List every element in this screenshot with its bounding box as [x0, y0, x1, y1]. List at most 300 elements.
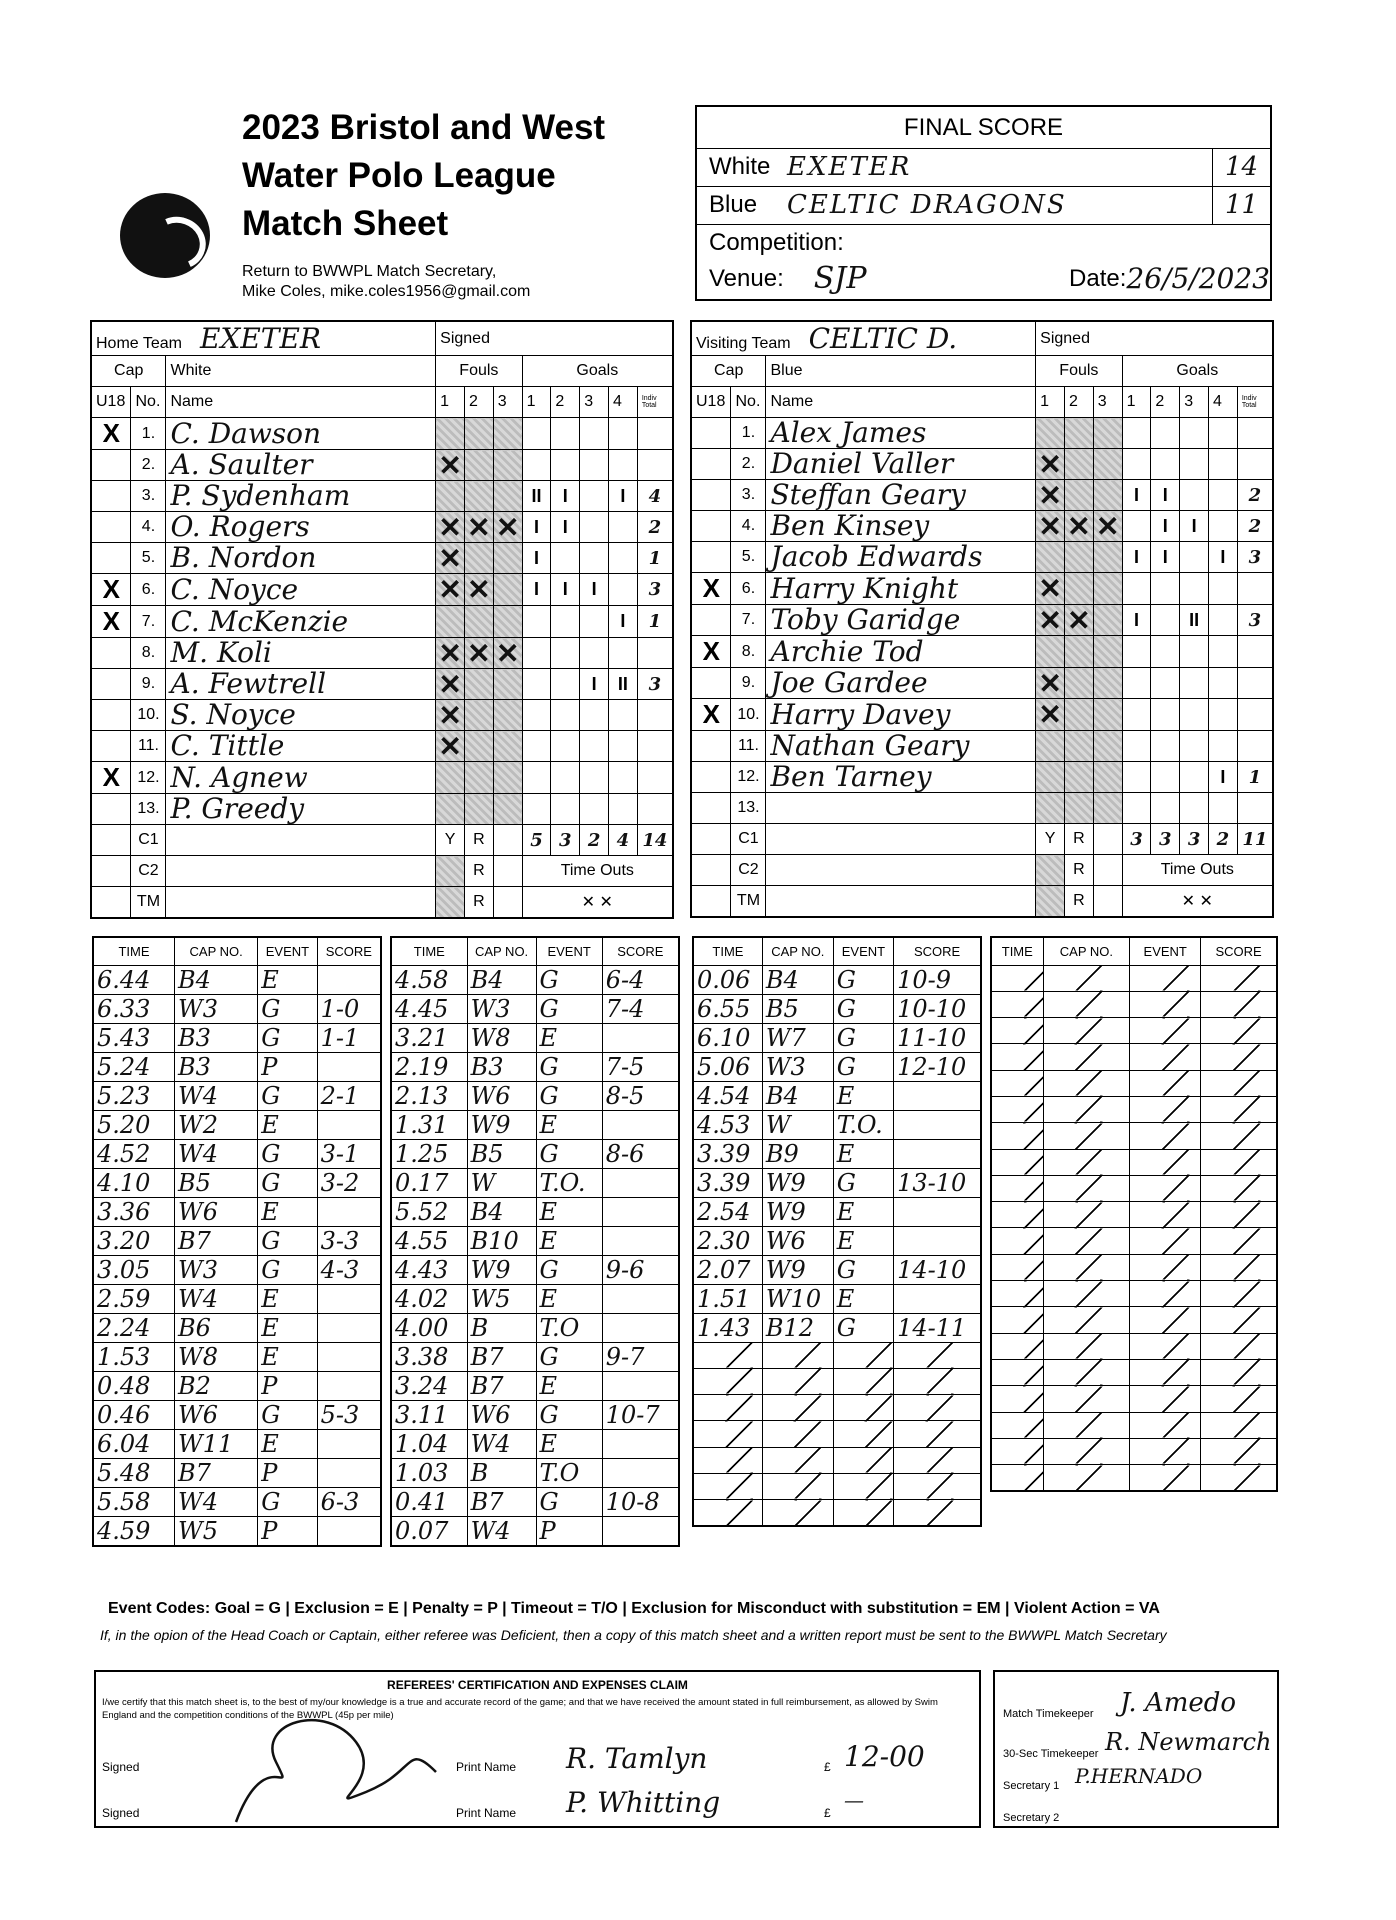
event-codes-legend: Event Codes: Goal = G | Exclusion = E | Penalty = P | Timeout = T/O | Exclusion for Misconduct with substitution = EM | Violent Action = VA: [108, 1600, 1160, 1617]
f3-header: 3: [1093, 387, 1122, 418]
u18-mark: [91, 731, 131, 762]
official-name: [766, 855, 1036, 886]
u18-mark: X: [691, 573, 731, 605]
event-row: [991, 1465, 1277, 1491]
event-c: [1043, 1123, 1130, 1149]
event-e: G: [258, 1081, 317, 1110]
event-row: [693, 965, 981, 994]
goal-tally: [609, 762, 638, 794]
foul-cell: [1093, 731, 1122, 762]
card-cell: [1036, 886, 1065, 917]
event-c: B5: [175, 1168, 258, 1197]
goal-tally: [1209, 668, 1238, 699]
goal-tally: I: [1180, 511, 1209, 542]
event-row: [693, 1110, 981, 1139]
event-s: [894, 1139, 981, 1168]
event-row: [693, 1313, 981, 1342]
card-cell: [493, 825, 522, 856]
event-s: [317, 1110, 381, 1139]
event-e: P: [258, 1052, 317, 1081]
event-row: [391, 1197, 679, 1226]
event-row: [93, 1197, 381, 1226]
timeouts-used: ✕ ✕: [1122, 886, 1273, 917]
official-name: [166, 856, 436, 887]
player-name: Ben Kinsey: [766, 511, 1036, 542]
event-row: [391, 1052, 679, 1081]
event-e: [1130, 1465, 1201, 1491]
event-e: [1130, 1070, 1201, 1096]
event-c: W9: [762, 1168, 833, 1197]
foul-cell: [1064, 418, 1093, 449]
foul-cell: [1064, 480, 1093, 511]
goal-tally: [1209, 418, 1238, 449]
event-c: [1043, 1044, 1130, 1070]
event-c: W6: [175, 1197, 258, 1226]
venue-date-row: [697, 261, 1270, 297]
goal-tally: I: [522, 543, 551, 574]
event-t: [991, 1438, 1043, 1464]
event-s: [602, 1110, 679, 1139]
foul-cell: [1036, 605, 1065, 636]
return-line: Return to BWWPL Match Secretary,: [242, 263, 497, 280]
player-name: Nathan Geary: [766, 731, 1036, 762]
signed-label: Signed: [102, 1806, 140, 1820]
cap-number: 7.: [731, 605, 766, 636]
player-name: M. Koli: [166, 638, 436, 669]
u18-mark: [91, 512, 131, 543]
foul-cell: [464, 638, 493, 669]
event-row: [391, 994, 679, 1023]
event-t: [693, 1395, 762, 1421]
event-s: 10-7: [602, 1400, 679, 1429]
goal-tally: [522, 638, 551, 669]
event-row: [93, 1284, 381, 1313]
player-row: [691, 573, 1273, 605]
cap-col-header: CAP NO.: [762, 937, 833, 965]
venue-label: Venue:: [709, 265, 784, 292]
foul-mark: ✕: [1038, 448, 1062, 480]
event-t: 1.25: [391, 1139, 467, 1168]
foul-cell: [493, 794, 522, 825]
event-c: [762, 1368, 833, 1394]
foul-cell: [1093, 449, 1122, 480]
event-s: [317, 965, 381, 994]
event-row: [391, 1429, 679, 1458]
event-t: [991, 1044, 1043, 1070]
match-total: 11: [1237, 824, 1273, 855]
player-row: [91, 669, 673, 700]
event-s: [1201, 1096, 1277, 1122]
foul-cell: [1093, 699, 1122, 731]
foul-cell: [436, 669, 465, 700]
cap-number: 1.: [731, 418, 766, 449]
foul-cell: [1093, 605, 1122, 636]
foul-cell: [1064, 731, 1093, 762]
event-t: 2.59: [93, 1284, 175, 1313]
player-total: 3: [1237, 542, 1273, 573]
goal-tally: [1209, 573, 1238, 605]
event-c: W10: [762, 1284, 833, 1313]
event-e: [1130, 1359, 1201, 1385]
player-row: [91, 731, 673, 762]
foul-mark: ✕: [1095, 510, 1120, 542]
cap-number: 6.: [731, 573, 766, 605]
foul-mark: ✕: [1067, 510, 1091, 542]
event-s: 10-8: [602, 1487, 679, 1516]
event-e: [1130, 1333, 1201, 1359]
goal-tally: [580, 762, 609, 794]
date-value: 26/5/2023: [1126, 262, 1270, 295]
event-c: [1043, 1359, 1130, 1385]
quarter-total: 5: [522, 825, 551, 856]
event-e: [1130, 1281, 1201, 1307]
match-total: 14: [637, 825, 673, 856]
g1-header: 1: [522, 387, 551, 418]
goal-tally: [1122, 511, 1151, 542]
event-t: [991, 1018, 1043, 1044]
event-row: [693, 1197, 981, 1226]
title-line: Water Polo League: [242, 156, 556, 195]
event-s: [317, 1197, 381, 1226]
quarter-total: 3: [1180, 824, 1209, 855]
goal-tally: [580, 638, 609, 669]
goal-tally: [580, 481, 609, 512]
event-e: E: [833, 1197, 893, 1226]
team-label-cell: [91, 321, 436, 356]
event-c: B10: [467, 1226, 536, 1255]
official-role: C1: [731, 824, 766, 855]
foul-cell: [1093, 480, 1122, 511]
goal-tally: I: [551, 574, 580, 606]
foul-cell: [1036, 573, 1065, 605]
foul-mark: ✕: [438, 637, 462, 669]
event-c: [1043, 1281, 1130, 1307]
event-s: [602, 1371, 679, 1400]
player-row: [691, 636, 1273, 668]
foul-cell: [493, 700, 522, 731]
event-t: 6.10: [693, 1023, 762, 1052]
event-t: [693, 1447, 762, 1473]
team-label: Home Team: [96, 335, 182, 352]
event-t: 3.21: [391, 1023, 467, 1052]
event-t: 5.52: [391, 1197, 467, 1226]
event-row: [991, 1359, 1277, 1385]
foul-cell: [493, 731, 522, 762]
timekeeper-name: J. Amedo: [1120, 1688, 1237, 1718]
event-c: W6: [175, 1400, 258, 1429]
event-s: [1201, 1254, 1277, 1280]
event-row: [391, 1516, 679, 1546]
event-c: B4: [467, 1197, 536, 1226]
foul-cell: [436, 543, 465, 574]
event-row: [693, 1473, 981, 1499]
event-t: [693, 1342, 762, 1368]
referee-certification: [94, 1670, 981, 1828]
event-s: [602, 1168, 679, 1197]
event-s: [1201, 1018, 1277, 1044]
event-c: [1043, 1254, 1130, 1280]
foul-cell: [1064, 511, 1093, 542]
event-e: E: [833, 1284, 893, 1313]
foul-cell: [464, 700, 493, 731]
goal-tally: [1180, 480, 1209, 511]
red-card-label: R: [1064, 824, 1093, 855]
score-col-header: SCORE: [1201, 937, 1277, 965]
player-row: [91, 574, 673, 606]
title-line: 2023 Bristol and West: [242, 108, 606, 147]
fouls-header: Fouls: [436, 356, 522, 387]
event-e: E: [536, 1284, 602, 1313]
event-t: 1.31: [391, 1110, 467, 1139]
event-t: 4.45: [391, 994, 467, 1023]
player-total: [1237, 418, 1273, 449]
event-s: [602, 1458, 679, 1487]
cap-number: 5.: [731, 542, 766, 573]
card-cell: [1036, 855, 1065, 886]
foul-cell: [436, 450, 465, 481]
goal-tally: [580, 450, 609, 481]
g4-header: 4: [609, 387, 638, 418]
foul-mark: ✕: [438, 668, 462, 700]
event-c: [1043, 1386, 1130, 1412]
event-s: [1201, 1281, 1277, 1307]
foul-cell: [1036, 418, 1065, 449]
event-row: [391, 1081, 679, 1110]
foul-cell: [436, 762, 465, 794]
card-cell: [1093, 824, 1122, 855]
event-t: 3.24: [391, 1371, 467, 1400]
event-s: [894, 1110, 981, 1139]
event-e: G: [833, 1255, 893, 1284]
foul-cell: [1036, 668, 1065, 699]
player-total: 1: [1237, 762, 1273, 793]
card-cell: [493, 856, 522, 887]
quarter-total: 2: [1209, 824, 1238, 855]
cap-number: 8.: [731, 636, 766, 668]
red-card-label: R: [464, 856, 493, 887]
cap-number: 13.: [731, 793, 766, 824]
event-e: [1130, 1438, 1201, 1464]
event-c: [1043, 1333, 1130, 1359]
event-c: B7: [175, 1458, 258, 1487]
u18-mark: [91, 700, 131, 731]
event-row: [693, 1421, 981, 1447]
event-s: [894, 1284, 981, 1313]
f3-header: 3: [493, 387, 522, 418]
event-c: [1043, 1018, 1130, 1044]
event-e: G: [833, 1313, 893, 1342]
goal-tally: [551, 669, 580, 700]
foul-cell: [493, 762, 522, 794]
foul-cell: [436, 481, 465, 512]
goal-tally: [551, 543, 580, 574]
foul-cell: [1093, 762, 1122, 793]
event-e: E: [833, 1226, 893, 1255]
u18-mark: [691, 511, 731, 542]
event-t: 1.04: [391, 1429, 467, 1458]
event-e: [1130, 1412, 1201, 1438]
foul-mark: ✕: [1038, 604, 1062, 636]
goal-tally: II: [1180, 605, 1209, 636]
event-e: T.O: [536, 1458, 602, 1487]
event-t: [693, 1500, 762, 1526]
event-s: 12-10: [894, 1052, 981, 1081]
foul-cell: [1036, 699, 1065, 731]
player-row: [691, 418, 1273, 449]
player-name: Daniel Valler: [766, 449, 1036, 480]
cap-number: 2.: [131, 450, 166, 481]
cap-number: 4.: [731, 511, 766, 542]
event-e: T.O: [536, 1313, 602, 1342]
blue-final-score: 11: [1212, 187, 1270, 224]
official-role: C2: [131, 856, 166, 887]
u18-mark: [91, 543, 131, 574]
goal-tally: [1209, 699, 1238, 731]
u18-mark: [91, 638, 131, 669]
event-t: 1.03: [391, 1458, 467, 1487]
u18-mark: [91, 450, 131, 481]
event-s: [1201, 1202, 1277, 1228]
g2-header: 2: [551, 387, 580, 418]
event-s: 14-11: [894, 1313, 981, 1342]
white-team-name: EXETER: [787, 152, 912, 182]
event-s: [602, 1284, 679, 1313]
foul-mark: ✕: [1038, 510, 1062, 542]
event-row: [991, 1281, 1277, 1307]
goal-tally: [1180, 418, 1209, 449]
player-row: [691, 480, 1273, 511]
player-row: [691, 668, 1273, 699]
player-row: [91, 481, 673, 512]
event-e: G: [536, 1255, 602, 1284]
event-s: [1201, 1438, 1277, 1464]
event-c: [1043, 1465, 1130, 1491]
quarter-total: 3: [1151, 824, 1180, 855]
event-s: [1201, 1333, 1277, 1359]
event-e: E: [833, 1139, 893, 1168]
foul-mark: ✕: [495, 637, 520, 669]
event-row: [693, 1447, 981, 1473]
goal-tally: [609, 418, 638, 450]
u18-mark: [691, 762, 731, 793]
goal-tally: [1209, 793, 1238, 824]
goals-header: Goals: [522, 356, 673, 387]
timekeepers-box: [993, 1670, 1279, 1828]
event-t: 3.11: [391, 1400, 467, 1429]
event-s: 11-10: [894, 1023, 981, 1052]
player-row: [91, 606, 673, 638]
player-row: [691, 731, 1273, 762]
goal-tally: I: [1209, 542, 1238, 573]
goal-tally: [551, 450, 580, 481]
event-row: [93, 1023, 381, 1052]
event-c: [1043, 991, 1130, 1017]
player-name: N. Agnew: [166, 762, 436, 794]
foul-cell: [464, 543, 493, 574]
goal-tally: [609, 512, 638, 543]
event-row: [93, 1458, 381, 1487]
event-t: 5.24: [93, 1052, 175, 1081]
competition-label: Competition:: [709, 229, 844, 256]
cap-col-header: CAP NO.: [175, 937, 258, 965]
goal-tally: [1122, 573, 1151, 605]
cap-number: 3.: [731, 480, 766, 511]
official-role: C1: [131, 825, 166, 856]
cap-header: Cap: [91, 356, 166, 387]
cap-number: 11.: [131, 731, 166, 762]
red-card-label: R: [1064, 886, 1093, 917]
foul-cell: [493, 606, 522, 638]
cert-text: I/we certify that this match sheet is, to the best of my/our knowledge is a true and accurate record of the game; and that we have received the amount stated in full reimbursement, as allowed by Swim England and the competition conditions of the BWWPL (45p per mile): [102, 1697, 938, 1721]
total-header: Indiv Total: [1237, 387, 1273, 418]
event-s: [1201, 1359, 1277, 1385]
event-c: [1043, 1202, 1130, 1228]
goal-tally: I: [609, 606, 638, 638]
goal-tally: [1151, 793, 1180, 824]
event-s: [602, 1197, 679, 1226]
event-s: [602, 1023, 679, 1052]
player-total: 2: [1237, 511, 1273, 542]
goal-tally: [551, 418, 580, 450]
event-t: 4.59: [93, 1516, 175, 1546]
secretary1-name: P.HERNADO: [1075, 1764, 1203, 1788]
foul-mark: ✕: [438, 699, 462, 731]
event-e: [1130, 1254, 1201, 1280]
quarter-total: 3: [1122, 824, 1151, 855]
player-name: Harry Davey: [766, 699, 1036, 731]
player-row: [91, 418, 673, 450]
player-row: [91, 543, 673, 574]
goal-tally: [1122, 418, 1151, 449]
event-c: B3: [175, 1052, 258, 1081]
goal-tally: [580, 606, 609, 638]
event-c: [1043, 1070, 1130, 1096]
player-name: Steffan Geary: [766, 480, 1036, 511]
goals-header: Goals: [1122, 356, 1273, 387]
event-c: W9: [467, 1255, 536, 1284]
event-e: E: [536, 1197, 602, 1226]
event-s: [894, 1395, 981, 1421]
event-s: [1201, 1044, 1277, 1070]
event-t: [991, 1333, 1043, 1359]
name-header: Name: [766, 387, 1036, 418]
event-t: 6.04: [93, 1429, 175, 1458]
cell: [691, 886, 731, 917]
foul-cell: [1064, 449, 1093, 480]
event-s: 7-4: [602, 994, 679, 1023]
goal-tally: II: [609, 669, 638, 700]
official-name: [166, 825, 436, 856]
event-e: G: [536, 1487, 602, 1516]
player-total: [1237, 449, 1273, 480]
u18-mark: [691, 668, 731, 699]
event-s: [894, 1342, 981, 1368]
team-name: CELTIC D.: [808, 322, 958, 355]
event-e: E: [536, 1371, 602, 1400]
event-t: 1.53: [93, 1342, 175, 1371]
goal-tally: [1151, 668, 1180, 699]
event-row: [391, 1284, 679, 1313]
goal-tally: [1122, 793, 1151, 824]
event-row: [991, 1149, 1277, 1175]
event-col-header: EVENT: [536, 937, 602, 965]
player-total: 3: [1237, 605, 1273, 636]
event-t: 0.41: [391, 1487, 467, 1516]
event-row: [991, 1307, 1277, 1333]
event-t: [991, 1386, 1043, 1412]
card-cell: [493, 887, 522, 918]
foul-cell: [1036, 762, 1065, 793]
